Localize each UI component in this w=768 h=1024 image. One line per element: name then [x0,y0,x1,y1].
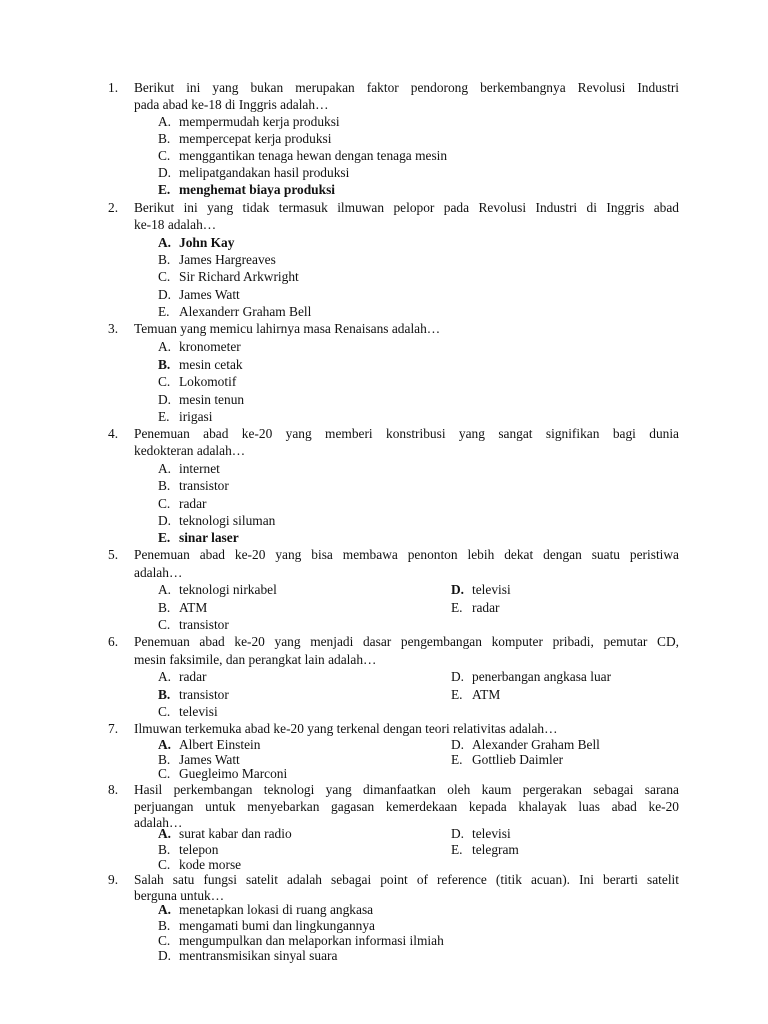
option-text: ATM [472,687,501,702]
question-text-line-1: Temuan yang memicu lahirnya masa Renaisans adalah… [134,321,441,336]
option-letter: B. [158,357,171,372]
option-text: radar [179,669,207,684]
option-letter: C. [158,617,171,632]
option-letter: A. [158,235,172,250]
question-text-line-1: Hasil perkembangan teknologi yang dimanfaatkan oleh kaum pergerakan sebagai sarana [134,782,679,797]
option-letter: E. [158,304,170,319]
option-text: mesin cetak [179,357,243,372]
option-text: radar [472,600,500,615]
question-number: 6. [108,634,119,649]
option-letter: E. [158,530,171,545]
option-letter: E. [158,409,170,424]
option-text: mengamati bumi dan lingkungannya [179,918,375,933]
question-number: 2. [108,200,119,215]
option-text: radar [179,496,207,511]
option-letter: E. [158,182,171,197]
question-text-line-2: perjuangan untuk menyebarkan gagasan kemerdekaan kepada khalayak luas abad ke-20 [134,799,679,814]
question-text-line-2: pada abad ke-18 di Inggris adalah… [134,97,329,112]
option-text: Alexanderr Graham Bell [179,304,312,319]
option-text: menghemat biaya produksi [179,182,336,197]
option-text: televisi [179,704,218,719]
option-text: sinar laser [179,530,239,545]
question-text-line-1: Berikut ini yang tidak termasuk ilmuwan pelopor pada Revolusi Industri di Inggris abad [134,200,679,215]
question-text-line-2: mesin faksimile, dan perangkat lain adalah… [134,652,377,667]
question-number: 5. [108,547,119,562]
option-letter: E. [451,752,463,767]
option-letter: C. [158,269,171,284]
option-text: kode morse [179,857,242,872]
option-text: mempercepat kerja produksi [179,131,332,146]
option-text: Sir Richard Arkwright [179,269,299,284]
option-letter: C. [158,704,171,719]
option-text: surat kabar dan radio [179,826,292,841]
option-letter: B. [158,918,171,933]
option-text: James Watt [179,287,240,302]
question-text-line-1: Berikut ini yang bukan merupakan faktor pendorong berkembangnya Revolusi Industri [134,80,679,95]
option-letter: D. [451,669,465,684]
option-letter: A. [158,669,172,684]
option-letter: B. [158,252,171,267]
option-letter: B. [158,131,171,146]
option-text: teknologi nirkabel [179,582,277,597]
option-text: televisi [472,582,511,597]
option-letter: B. [158,842,171,857]
option-letter: C. [158,148,171,163]
option-text: irigasi [179,409,213,424]
option-text: Guegleimo Marconi [179,766,288,781]
question-text-line-2: ke-18 adalah… [134,217,217,232]
question-number: 1. [108,80,119,95]
option-letter: C. [158,496,171,511]
option-text: mengumpulkan dan melaporkan informasi ilmiah [179,933,444,948]
option-text: Lokomotif [179,374,237,389]
question-text-line-1: Penemuan abad ke-20 yang memberi konstribusi yang sangat signifikan bagi dunia [134,426,679,441]
question-text-line-1: Salah satu fungsi satelit adalah sebagai point of reference (titik acuan). Ini berarti satelit [134,872,679,887]
option-text: telepon [179,842,219,857]
option-text: kronometer [179,339,241,354]
option-text: Alexander Graham Bell [472,737,600,752]
option-text: transistor [179,617,229,632]
option-letter: C. [158,766,171,781]
option-letter: D. [158,165,172,180]
option-letter: B. [158,478,171,493]
option-text: John Kay [179,235,235,250]
option-letter: A. [158,902,172,917]
option-letter: C. [158,374,171,389]
option-letter: A. [158,826,172,841]
option-letter: C. [158,857,171,872]
option-text: telegram [472,842,519,857]
question-text-line-3: adalah… [134,815,183,830]
option-text: penerbangan angkasa luar [472,669,612,684]
option-letter: D. [451,826,465,841]
option-letter: A. [158,114,172,129]
option-letter: A. [158,582,172,597]
question-text-line-2: kedokteran adalah… [134,443,246,458]
option-letter: C. [158,933,171,948]
option-text: James Watt [179,752,240,767]
option-letter: A. [158,737,172,752]
question-number: 9. [108,872,119,887]
option-letter: D. [451,737,465,752]
question-text-line-1: Penemuan abad ke-20 yang menjadi dasar pengembangan komputer pribadi, pemutar CD, [134,634,679,649]
option-text: mentransmisikan sinyal suara [179,948,338,963]
option-text: teknologi siluman [179,513,276,528]
option-text: Gottlieb Daimler [472,752,564,767]
option-text: internet [179,461,220,476]
option-letter: D. [158,948,172,963]
question-text-line-2: adalah… [134,565,183,580]
option-letter: E. [451,600,463,615]
option-text: ATM [179,600,208,615]
option-letter: E. [451,842,463,857]
option-text: transistor [179,478,229,493]
option-letter: D. [158,287,172,302]
option-text: James Hargreaves [179,252,276,267]
question-number: 7. [108,721,119,736]
option-text: mempermudah kerja produksi [179,114,340,129]
question-number: 8. [108,782,119,797]
option-letter: B. [158,752,171,767]
option-letter: A. [158,339,172,354]
option-text: menggantikan tenaga hewan dengan tenaga mesin [179,148,448,163]
option-text: transistor [179,687,229,702]
option-letter: D. [451,582,465,597]
option-letter: A. [158,461,172,476]
option-letter: D. [158,392,172,407]
option-letter: B. [158,600,171,615]
option-letter: B. [158,687,171,702]
question-number: 3. [108,321,119,336]
option-text: menetapkan lokasi di ruang angkasa [179,902,374,917]
question-number: 4. [108,426,119,441]
option-letter: E. [451,687,463,702]
option-text: Albert Einstein [179,737,261,752]
option-text: televisi [472,826,511,841]
option-letter: D. [158,513,172,528]
question-text-line-1: Ilmuwan terkemuka abad ke-20 yang terkenal dengan teori relativitas adalah… [134,721,558,736]
option-text: mesin tenun [179,392,245,407]
option-text: melipatgandakan hasil produksi [179,165,350,180]
question-text-line-2: berguna untuk… [134,888,225,903]
question-text-line-1: Penemuan abad ke-20 yang bisa membawa penonton lebih dekat dengan suatu peristiwa [134,547,679,562]
